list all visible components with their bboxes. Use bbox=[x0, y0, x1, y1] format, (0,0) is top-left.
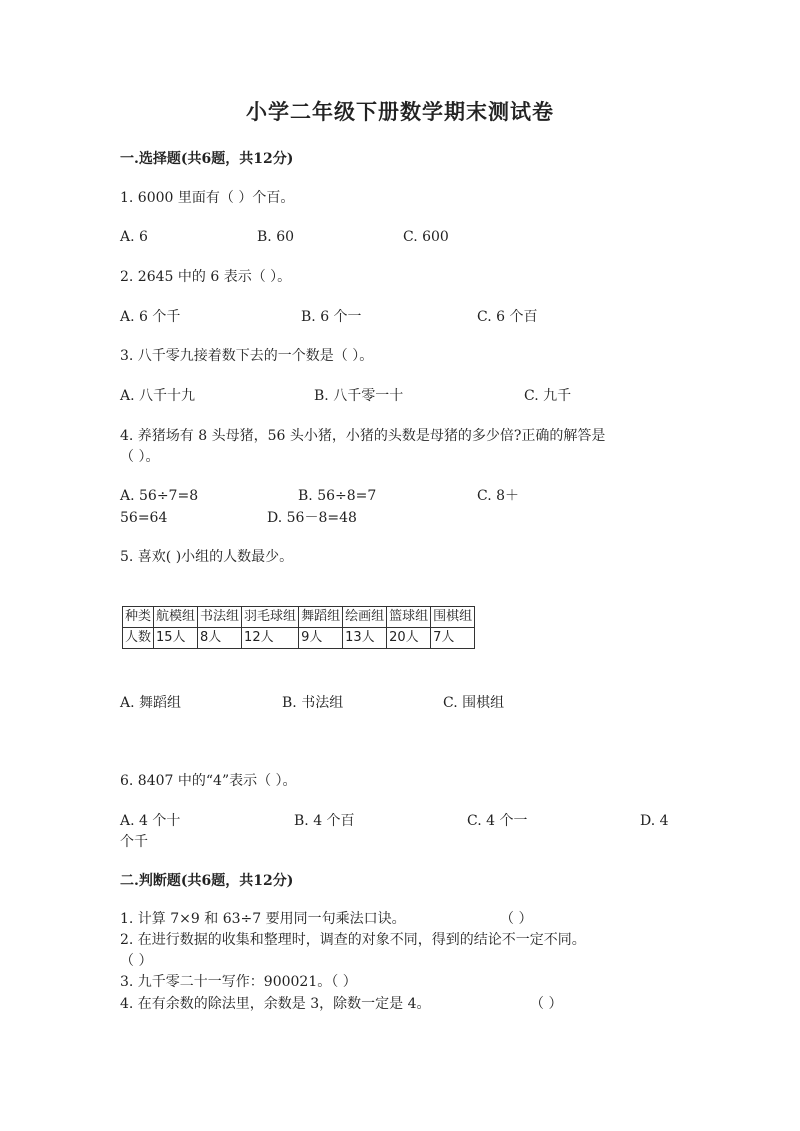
question-5-option-a: A. 舞蹈组 bbox=[120, 695, 182, 711]
question-6-option-d: D. 4 bbox=[640, 813, 669, 829]
section-heading-true-false: 二.判断题(共6题，共12分) bbox=[120, 873, 294, 889]
question-1-option-c: C. 600 bbox=[403, 229, 449, 245]
table-cell: 人数 bbox=[123, 628, 154, 649]
question-1-option-b: B. 60 bbox=[257, 229, 295, 245]
question-6-stem: 6. 8407 中的“4”表示（ ）。 bbox=[120, 773, 297, 789]
question-4-option-c: C. 8＋ bbox=[477, 488, 520, 504]
table-cell: 围棋组 bbox=[431, 607, 475, 628]
table-cell: 篮球组 bbox=[387, 607, 431, 628]
table-cell: 12人 bbox=[242, 628, 299, 649]
group-count-table bbox=[122, 606, 475, 649]
table-cell: 7人 bbox=[431, 628, 475, 649]
question-4-stem-continued: （ ）。 bbox=[120, 449, 160, 465]
section-heading-choice: 一.选择题(共6题，共12分) bbox=[120, 151, 294, 167]
table-cell: 13人 bbox=[343, 628, 387, 649]
question-3-option-a: A. 八千十九 bbox=[120, 388, 196, 404]
question-5-stem: 5. 喜欢( )小组的人数最少。 bbox=[120, 549, 294, 565]
table-cell: 种类 bbox=[123, 607, 154, 628]
question-2-stem: 2. 2645 中的 6 表示（ ）。 bbox=[120, 269, 292, 285]
question-4-option-d: D. 56－8=48 bbox=[267, 510, 357, 526]
table-header-row bbox=[123, 607, 475, 628]
question-1-stem: 1. 6000 里面有（ ）个百。 bbox=[120, 190, 295, 206]
question-4-option-b: B. 56÷8=7 bbox=[298, 488, 377, 504]
judge-2-blank: （ ） bbox=[120, 953, 153, 969]
question-6-option-a: A. 4 个十 bbox=[120, 813, 181, 829]
question-2-option-c: C. 6 个百 bbox=[477, 309, 538, 325]
page-title: 小学二年级下册数学期末测试卷 bbox=[246, 99, 554, 124]
question-1-option-a: A. 6 bbox=[120, 229, 148, 245]
question-4-option-c-continued: 56=64 bbox=[120, 510, 168, 526]
table-cell: 9人 bbox=[299, 628, 343, 649]
judge-3-stem: 3. 九千零二十一写作：900021。（ ） bbox=[120, 974, 357, 990]
question-6-option-c: C. 4 个一 bbox=[467, 813, 528, 829]
judge-4-blank: （ ） bbox=[530, 996, 563, 1012]
table-cell: 8人 bbox=[198, 628, 242, 649]
table-cell: 航模组 bbox=[154, 607, 198, 628]
question-3-option-b: B. 八千零一十 bbox=[314, 388, 404, 404]
table-cell: 舞蹈组 bbox=[299, 607, 343, 628]
question-2-option-b: B. 6 个一 bbox=[301, 309, 362, 325]
judge-4-stem: 4. 在有余数的除法里，余数是 3，除数一定是 4。 bbox=[120, 996, 431, 1012]
question-4-stem: 4. 养猪场有 8 头母猪，56 头小猪，小猪的头数是母猪的多少倍?正确的解答是 bbox=[120, 428, 606, 444]
judge-1-stem: 1. 计算 7×9 和 63÷7 要用同一句乘法口诀。 bbox=[120, 911, 406, 927]
question-4-option-a: A. 56÷7=8 bbox=[120, 488, 199, 504]
table-cell: 20人 bbox=[387, 628, 431, 649]
table-cell: 15人 bbox=[154, 628, 198, 649]
table-cell: 羽毛球组 bbox=[242, 607, 299, 628]
question-2-option-a: A. 6 个千 bbox=[120, 309, 181, 325]
question-3-stem: 3. 八千零九接着数下去的一个数是（ ）。 bbox=[120, 348, 374, 364]
question-5-option-b: B. 书法组 bbox=[282, 695, 344, 711]
judge-1-blank: （ ） bbox=[500, 911, 533, 927]
judge-2-stem: 2. 在进行数据的收集和整理时，调查的对象不同，得到的结论不一定不同。 bbox=[120, 932, 586, 948]
table-cell: 书法组 bbox=[198, 607, 242, 628]
table-row bbox=[123, 628, 475, 649]
question-3-option-c: C. 九千 bbox=[524, 388, 572, 404]
question-5-option-c: C. 围棋组 bbox=[443, 695, 505, 711]
table-cell: 绘画组 bbox=[343, 607, 387, 628]
question-6-option-d-continued: 个千 bbox=[120, 834, 148, 850]
question-6-option-b: B. 4 个百 bbox=[294, 813, 355, 829]
